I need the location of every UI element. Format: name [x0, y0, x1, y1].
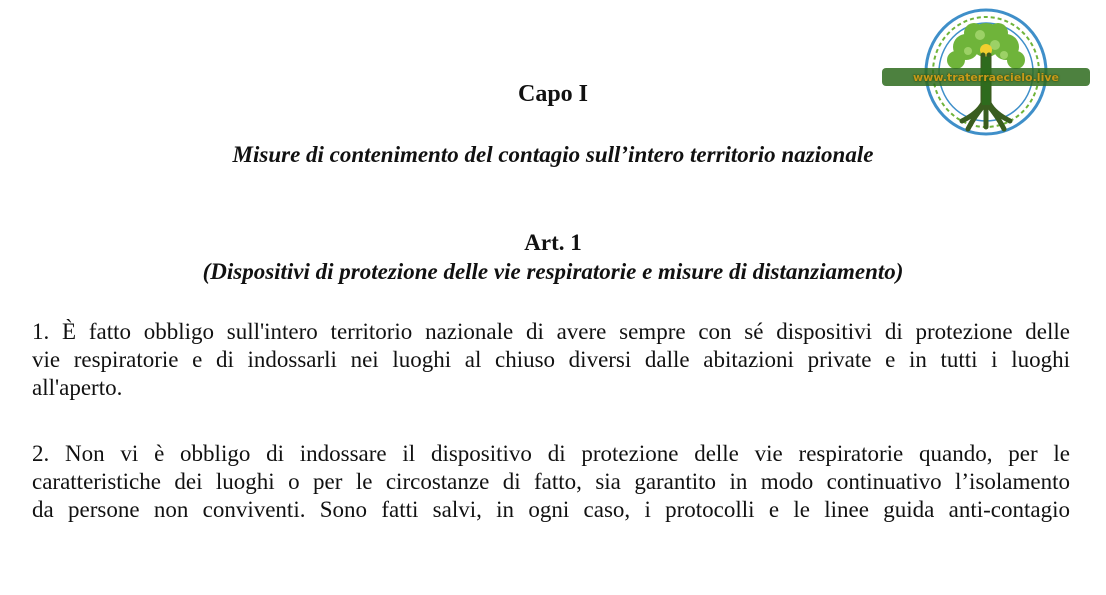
- paragraph-2: [32, 440, 1070, 524]
- site-logo[interactable]: [880, 5, 1092, 140]
- tree-of-life-icon: [880, 5, 1092, 140]
- paragraph-line: 2. Non vi è obbligo di indossare il dispositivo di protezione delle vie respiratorie quando, per le: [32, 441, 1070, 466]
- paragraph-1: [32, 318, 1070, 402]
- chapter-subtitle: Misure di contenimento del contagio sull’intero territorio nazionale: [232, 142, 874, 167]
- paragraph-line: all'aperto.: [32, 375, 123, 400]
- paragraph-line: 1. È fatto obbligo sull'intero territorio nazionale di avere sempre con sé dispositivi di protezione delle: [32, 319, 1070, 344]
- chapter-title: Capo I: [517, 81, 589, 107]
- article-title: Art. 1: [524, 230, 582, 255]
- logo-text: www.traterraecielo.live: [913, 71, 1059, 84]
- paragraph-line: caratteristiche dei luoghi o per le circostanze di fatto, sia garantito in modo continuativo l’isolamento: [32, 469, 1070, 494]
- paragraph-line: da persone non conviventi. Sono fatti salvi, in ogni caso, i protocolli e le linee guida anti-contagio: [32, 497, 1070, 522]
- article-subtitle: (Dispositivi di protezione delle vie respiratorie e misure di distanziamento): [202, 259, 904, 284]
- paragraph-line: vie respiratorie e di indossarli nei luoghi al chiuso diversi dalle abitazioni private e in tutti i luoghi: [32, 347, 1070, 372]
